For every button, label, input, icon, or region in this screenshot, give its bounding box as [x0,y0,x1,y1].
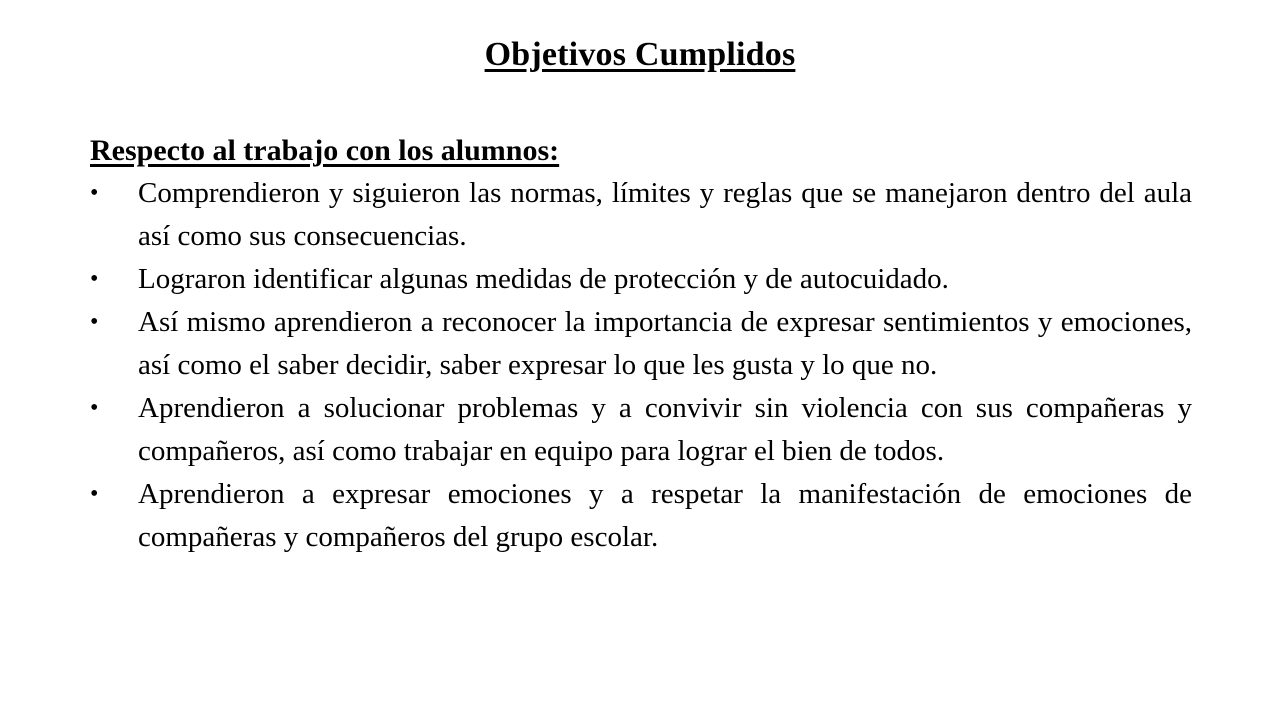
objectives-list [90,172,1192,559]
list-item-text: Aprendieron a solucionar problemas y a convivir sin violencia con sus compañeras y compañeros, así como trabajar en equipo para lograr el bien de todos. [138,392,1192,467]
bullet-icon: • [90,395,99,421]
list-item [90,301,1192,387]
list-item [90,387,1192,473]
list-item [90,172,1192,258]
list-item-text: Comprendieron y siguieron las normas, límites y reglas que se manejaron dentro del aula así como sus consecuencias. [138,177,1192,252]
list-item-text: Así mismo aprendieron a reconocer la importancia de expresar sentimientos y emociones, así como el saber decidir, saber expresar lo que les gusta y lo que no. [138,306,1192,381]
objectives-section [90,130,1192,559]
section-heading: Respecto al trabajo con los alumnos: [90,134,560,167]
list-item-text: Lograron identificar algunas medidas de protección y de autocuidado. [138,263,949,295]
list-item [90,473,1192,559]
bullet-icon: • [90,180,99,206]
bullet-icon: • [90,266,99,292]
slide-title: Objetivos Cumplidos [484,36,796,73]
list-item-text: Aprendieron a expresar emociones y a respetar la manifestación de emociones de compañeras y compañeros del grupo escolar. [138,478,1192,553]
bullet-icon: • [90,481,99,507]
bullet-icon: • [90,309,99,335]
list-item [90,258,1192,301]
